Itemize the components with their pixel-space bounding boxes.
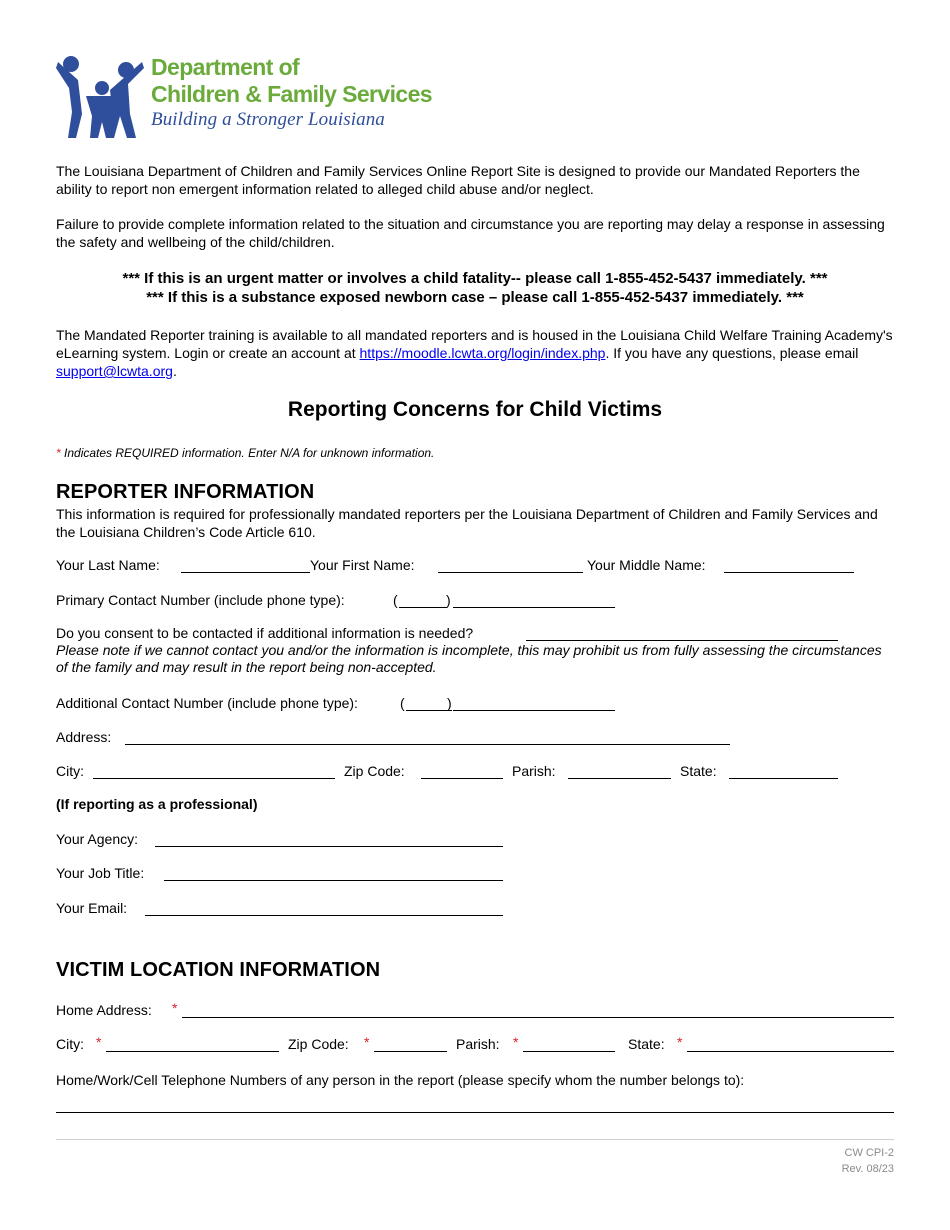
logo-tagline: Building a Stronger Louisiana <box>151 109 385 130</box>
primary-area-code-field[interactable] <box>399 591 447 608</box>
address-label: Address: <box>56 729 112 745</box>
job-title-label: Your Job Title: <box>56 865 145 881</box>
middle-name-field[interactable] <box>724 556 854 573</box>
agency-label: Your Agency: <box>56 831 138 847</box>
additional-area-code-field[interactable] <box>406 694 452 711</box>
dcfs-logo <box>56 50 436 145</box>
victim-zip-label: Zip Code: <box>288 1036 349 1052</box>
email-row <box>56 899 894 919</box>
job-title-row <box>56 864 894 884</box>
city-field[interactable] <box>93 762 335 779</box>
form-id: CW CPI-2 <box>844 1147 894 1159</box>
first-name-label: Your First Name: <box>310 557 415 573</box>
consent-label: Do you consent to be contacted if additional information is needed? <box>56 625 474 641</box>
training-text-middle: . If you have any questions, please email <box>605 345 859 361</box>
victim-heading: VICTIM LOCATION INFORMATION <box>56 959 381 981</box>
additional-area-code-close: ) <box>447 695 452 711</box>
additional-area-code-open: ( <box>400 695 405 711</box>
area-code-open: ( <box>393 592 398 608</box>
victim-city-label: City: <box>56 1036 84 1052</box>
home-address-row <box>56 1001 894 1021</box>
logo-line-2: Children & Family Services <box>151 81 432 107</box>
revision-date: Rev. 08/23 <box>841 1163 894 1175</box>
consent-field[interactable] <box>526 624 838 641</box>
job-title-field[interactable] <box>164 864 503 881</box>
intro-paragraph-2: Failure to provide complete information related to the situation and circumstance you are reporting may delay a response in assessing the safety and wellbeing of the child/children. <box>56 216 885 250</box>
intro-paragraph-1: The Louisiana Department of Children and Family Services Online Report Site is designed to provide our Mandated Reporters the ability to report non emergent information related to alleged child abuse and/or neglect. <box>56 163 860 197</box>
victim-zip-required-star: * <box>364 1034 370 1050</box>
required-note <box>56 446 434 460</box>
victim-parish-required-star: * <box>513 1034 519 1050</box>
consent-row <box>56 624 894 644</box>
middle-name-label: Your Middle Name: <box>587 557 706 573</box>
reporter-description: This information is required for professionally mandated reporters per the Louisiana Department of Children and Family Services and the Louisiana Children’s Code Article 610. <box>56 506 878 540</box>
moodle-link[interactable]: https://moodle.lcwta.org/login/index.php <box>359 345 606 361</box>
home-address-field[interactable] <box>182 1001 894 1018</box>
name-row <box>56 556 894 576</box>
address-field[interactable] <box>125 728 730 745</box>
reporter-heading: REPORTER INFORMATION <box>56 481 315 503</box>
intro-paragraph-3 <box>56 326 894 380</box>
home-address-required-star: * <box>172 1000 178 1016</box>
footer <box>842 1145 894 1177</box>
page-title: Reporting Concerns for Child Victims <box>287 398 663 421</box>
primary-contact-label: Primary Contact Number (include phone type): <box>56 592 345 608</box>
required-star: * <box>56 446 61 460</box>
state-field[interactable] <box>729 762 838 779</box>
phones-label: Home/Work/Cell Telephone Numbers of any person in the report (please specify whom the number belongs to): <box>56 1072 745 1088</box>
training-text: The Mandated Reporter training is available to all mandated reporters and is housed in the Louisiana Child Welfare Training Academy's eLearning system. Login or create an account at <box>56 327 893 361</box>
victim-city-field[interactable] <box>106 1035 279 1052</box>
city-label: City: <box>56 763 84 779</box>
training-text-end: . <box>172 363 177 379</box>
phones-field[interactable] <box>56 1096 894 1113</box>
support-email-link[interactable]: support@lcwta.org <box>56 363 173 379</box>
victim-state-required-star: * <box>677 1034 683 1050</box>
family-figures-icon <box>56 54 146 140</box>
primary-contact-row <box>56 591 894 611</box>
zip-label: Zip Code: <box>344 763 405 779</box>
parish-field[interactable] <box>568 762 671 779</box>
city-zip-row <box>56 762 894 782</box>
victim-parish-field[interactable] <box>523 1035 615 1052</box>
email-field[interactable] <box>145 899 503 916</box>
agency-field[interactable] <box>155 830 503 847</box>
state-label: State: <box>680 763 717 779</box>
urgent-notice-newborn: *** If this is a substance exposed newborn case – please call 1-855-452-5437 immediately. *** <box>146 289 804 306</box>
phones-row <box>56 1071 894 1091</box>
area-code-close: ) <box>446 592 451 608</box>
email-label: Your Email: <box>56 900 128 916</box>
victim-parish-label: Parish: <box>456 1036 500 1052</box>
first-name-field[interactable] <box>438 556 583 573</box>
footer-divider <box>56 1139 894 1140</box>
primary-contact-field[interactable] <box>453 591 615 608</box>
victim-city-row <box>56 1035 894 1055</box>
consent-note: Please note if we cannot contact you and/or the information is incomplete, this may prohibit us from fully assessing the circumstances of the family and may result in the report being non-accepted. <box>56 642 882 675</box>
address-row <box>56 728 894 748</box>
last-name-label: Your Last Name: <box>56 557 160 573</box>
urgent-notice-fatality: *** If this is an urgent matter or involves a child fatality-- please call 1-855-452-5437 immediately. *** <box>122 270 828 287</box>
additional-contact-row <box>56 694 894 714</box>
required-note-text: Indicates REQUIRED information. Enter N/A for unknown information. <box>60 446 435 460</box>
home-address-label: Home Address: <box>56 1002 152 1018</box>
logo-wordmark <box>151 54 432 132</box>
victim-city-required-star: * <box>96 1034 102 1050</box>
parish-label: Parish: <box>512 763 556 779</box>
phones-field-row <box>56 1096 894 1116</box>
victim-zip-field[interactable] <box>374 1035 447 1052</box>
additional-contact-field[interactable] <box>453 694 615 711</box>
zip-field[interactable] <box>421 762 503 779</box>
victim-state-label: State: <box>628 1036 665 1052</box>
victim-state-field[interactable] <box>687 1035 894 1052</box>
logo-line-1: Department of <box>151 54 300 80</box>
last-name-field[interactable] <box>181 556 310 573</box>
agency-row <box>56 830 894 850</box>
additional-contact-label: Additional Contact Number (include phone type): <box>56 695 358 711</box>
professional-heading: (If reporting as a professional) <box>56 796 258 812</box>
